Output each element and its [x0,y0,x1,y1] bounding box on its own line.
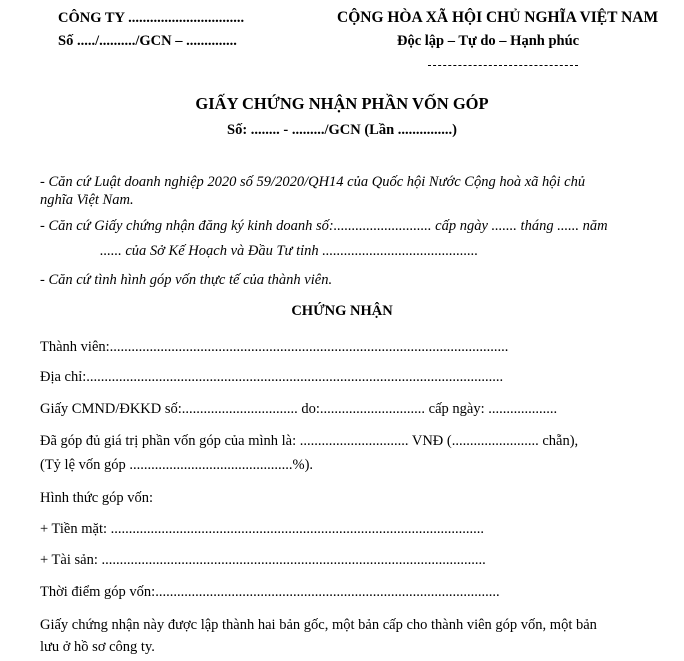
basis-business-registration-cont: ...... của Sở Kế Hoạch và Đầu Tư tỉnh ........................................... [100,243,479,259]
time-field: Thời điểm góp vốn:............................................................................................... [40,584,500,600]
ratio-field: (Tỷ lệ vốn góp .............................................%). [40,457,314,473]
assets-field: + Tài sản: .......................................................................................................... [40,552,486,568]
basis-law-cont: nghĩa Việt Nam. [40,192,134,208]
company-name: CÔNG TY ................................ [58,10,245,26]
id-card-field: Giấy CMND/ĐKKD số:................................ do:............................. cấp ngày: ................... [40,401,558,417]
republic-name: CỘNG HÒA XÃ HỘI CHỦ NGHĨA VIỆT NAM [337,9,659,26]
motto-separator [428,65,578,66]
address-field: Địa chỉ:................................................................................................................... [40,369,504,385]
certificate-number: Số: ........ - ........./GCN (Lần ...............) [227,122,457,138]
method-label: Hình thức góp vốn: [40,490,153,506]
basis-business-registration: - Căn cứ Giấy chứng nhận đăng ký kinh doanh số:........................... cấp ngày ....... tháng ...... năm [40,218,608,234]
national-motto: Độc lập – Tự do – Hạnh phúc [397,33,580,49]
closing-statement-cont: lưu ở hồ sơ công ty. [40,639,155,655]
document-number: Số ...../........../GCN – .............. [58,33,237,49]
certify-heading: CHỨNG NHẬN [291,303,393,319]
closing-statement: Giấy chứng nhận này được lập thành hai bản gốc, một bản cấp cho thành viên góp vốn, một bản [40,617,597,633]
basis-contribution: - Căn cứ tình hình góp vốn thực tế của thành viên. [40,272,333,288]
basis-law: - Căn cứ Luật doanh nghiệp 2020 số 59/2020/QH14 của Quốc hội Nước Cộng hoà xã hội chủ [40,174,586,190]
document-title: GIẤY CHỨNG NHẬN PHẦN VỐN GÓP [195,94,489,113]
capital-field: Đã góp đủ giá trị phần vốn góp của mình là: .............................. VNĐ (........................ chẵn), [40,433,579,449]
cash-field: + Tiền mặt: ....................................................................................................... [40,521,484,537]
member-field: Thành viên:.............................................................................................................. [40,339,509,355]
